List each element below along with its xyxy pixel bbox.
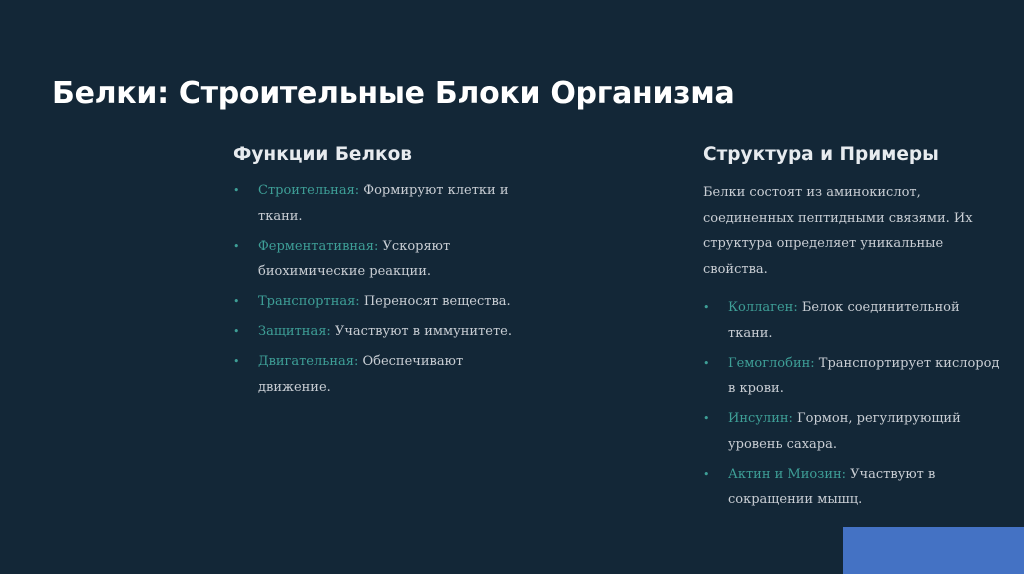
item-text: Транспортирует кислород в крови. [728,355,1000,396]
examples-list [703,295,1003,513]
item-term: Строительная: [258,183,360,198]
list-item [703,406,1003,457]
list-item [233,234,523,285]
item-text: Переносят вещества. [359,294,511,309]
functions-list [233,178,523,400]
bullet-icon: • [233,325,240,338]
slide-title: Белки: Строительные Блоки Организма [52,76,735,111]
item-term: Транспортная: [258,294,360,309]
list-item [703,351,1003,402]
item-text: Гормон, регулирующий уровень сахара. [728,411,961,452]
item-term: Ферментативная: [258,238,379,254]
bullet-icon: • [233,355,240,368]
list-item [233,289,523,315]
functions-column [233,140,523,405]
structure-intro: Белки состоят из аминокислот, соединенных пептидными связями. Их структура определяет уникальные свойства. [703,185,973,277]
item-text: Участвуют в сокращении мышц. [728,466,936,507]
item-text: Обеспечивают движение. [258,354,464,395]
bullet-icon: • [233,184,240,197]
item-text: Формируют клетки и ткани. [258,183,509,224]
bullet-icon: • [703,356,710,370]
bullet-icon: • [703,301,710,314]
bullet-icon: • [233,295,240,308]
item-text: Участвуют в иммунитете. [330,324,512,339]
bullet-icon: • [233,239,240,253]
list-item [233,178,523,229]
item-text: Ускоряют биохимические реакции. [258,238,451,279]
bullet-icon: • [703,467,710,481]
item-term: Инсулин: [728,411,793,426]
item-term: Гемоглобин: [728,355,815,371]
list-item [703,295,1003,346]
item-term: Актин и Миозин: [728,466,847,482]
functions-heading: Функции Белков [233,144,412,165]
list-item [233,349,523,400]
bullet-icon: • [703,412,710,425]
list-item [233,319,523,345]
structure-column [703,140,1003,517]
structure-heading: Структура и Примеры [703,144,939,165]
corner-decoration [843,527,1024,574]
item-term: Коллаген: [728,300,798,315]
item-term: Двигательная: [258,354,359,369]
item-term: Защитная: [258,324,331,339]
item-text: Белок соединительной ткани. [728,300,960,341]
list-item [703,462,1003,513]
